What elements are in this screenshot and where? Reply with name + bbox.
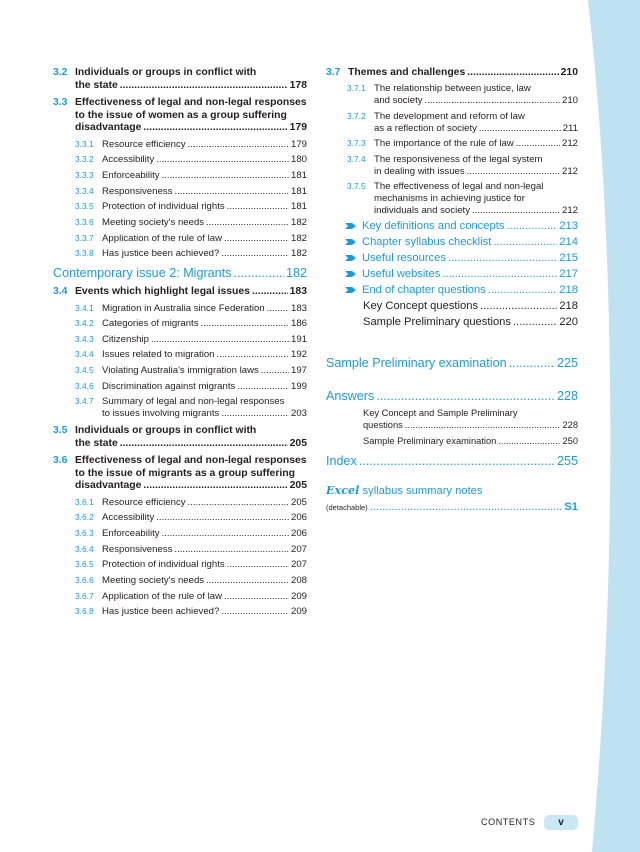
toc-number: 3.7.5 [347, 181, 366, 192]
toc-entry-3-6-8[interactable] [53, 606, 307, 618]
toc-page-number: 213 [559, 219, 578, 232]
toc-title-line: The responsiveness of the legal system [374, 153, 543, 165]
toc-page-number: 212 [561, 165, 578, 177]
toc-title-line: Migration in Australia since Federation [102, 302, 265, 314]
toc-title-line: The importance of the rule of law [374, 138, 514, 150]
toc-entry-sub-12[interactable] [363, 315, 578, 329]
toc-page-number: 205 [290, 496, 307, 508]
toc-title-line: Protection of individual rights [102, 559, 225, 571]
toc-page-number: 183 [290, 302, 307, 314]
toc-title-line: Accessibility [102, 512, 155, 524]
toc-entry-3-6-6[interactable] [53, 575, 307, 587]
toc-left-column [53, 62, 307, 618]
toc-entry-3-4-4[interactable] [53, 349, 307, 361]
toc-number: 3.7.3 [347, 138, 366, 149]
toc-number: 3.4.7 [75, 396, 94, 407]
toc-page-number: 210 [560, 67, 578, 78]
toc-title-line: Enforceability [102, 528, 160, 540]
toc-title-line: End of chapter questions [362, 283, 486, 296]
toc-entry-index[interactable]: Index ..... 255 [326, 453, 578, 469]
toc-number: 3.3.8 [75, 248, 94, 259]
toc-page-number: 206 [290, 512, 307, 524]
toc-entry-3-4-2[interactable] [53, 318, 307, 330]
toc-title-line: Sample Preliminary questions [363, 315, 511, 328]
toc-page-number: 208 [290, 574, 307, 586]
toc-number: 3.5 [53, 424, 68, 436]
toc-entry-syllabus-notes[interactable]: Excel syllabus summary notes (detachable) ..... S1 [326, 483, 578, 515]
toc-number: 3.4.2 [75, 318, 94, 329]
toc-entry-3-6-2[interactable] [53, 512, 307, 524]
toc-title-line: Has justice been achieved? [102, 606, 220, 618]
toc-number: 3.6.4 [75, 543, 94, 554]
toc-title-line: The effectiveness of legal and non-legal [374, 181, 544, 193]
toc-entry-answers-key-concept[interactable]: Key Concept and Sample Preliminary questions ..... 228 [363, 407, 578, 431]
toc-title-line: Effectiveness of legal and non-legal responses [75, 97, 307, 109]
toc-number: 3.3 [53, 97, 68, 109]
toc-entry-3-3-1[interactable] [53, 139, 307, 151]
toc-title-line: Responsiveness [102, 543, 173, 555]
toc-page-number: 211 [562, 122, 578, 134]
toc-page-number: 207 [290, 543, 307, 555]
toc-page-number: 179 [290, 138, 307, 150]
toc-title-line: Meeting society's needs [102, 217, 205, 229]
toc-entry-3-6[interactable] [53, 455, 307, 493]
toc-entry-feat-10[interactable] [348, 283, 578, 297]
toc-title-line: Events which highlight legal issues [75, 286, 250, 298]
toc-page-number: 218 [559, 283, 578, 296]
toc-number: 3.3.6 [75, 217, 94, 228]
toc-page-number: 212 [561, 138, 578, 150]
toc-page-number: 178 [289, 79, 307, 91]
arrow-bullet-icon [345, 270, 357, 278]
toc-title-line: the state [75, 79, 118, 91]
toc-entry-3-6-5[interactable] [53, 559, 307, 571]
toc-title-line: Key definitions and concepts [362, 219, 505, 232]
toc-entry-answers[interactable]: Answers ..... 228 [326, 388, 578, 404]
toc-title-line: Enforceability [102, 170, 160, 182]
toc-entry-3-2[interactable] [53, 67, 307, 92]
toc-entry-feat-9[interactable] [348, 267, 578, 281]
toc-page-number: 218 [559, 299, 578, 312]
toc-number: 3.6 [53, 455, 68, 467]
toc-title-line: Effectiveness of legal and non-legal responses [75, 455, 307, 467]
toc-title-line: mechanisms in achieving justice for [374, 193, 525, 205]
toc-number: 3.3.4 [75, 185, 94, 196]
toc-page-number: 220 [559, 315, 578, 328]
toc-number: 3.3.2 [75, 154, 94, 165]
toc-entry-3-4-7[interactable] [53, 396, 307, 420]
toc-number: 3.4.6 [75, 380, 94, 391]
toc-number: 3.7 [326, 67, 341, 78]
toc-title-line: disadvantage [75, 122, 142, 134]
toc-number: 3.3.3 [75, 170, 94, 181]
toc-title-line: to the issue of migrants as a group suffering [75, 467, 295, 479]
toc-entry-3-7[interactable] [326, 67, 578, 80]
toc-title-line: Has justice been achieved? [102, 248, 220, 260]
toc-page-number: 182 [290, 248, 307, 260]
toc-number: 3.3.5 [75, 201, 94, 212]
toc-title-line: Individuals or groups in conflict with [75, 67, 257, 78]
toc-number: 3.7.1 [347, 83, 366, 94]
toc-title-line: Chapter syllabus checklist [362, 235, 492, 248]
toc-page-number: 181 [290, 185, 307, 197]
toc-page-number: 215 [559, 251, 578, 264]
toc-title-line: Responsiveness [102, 185, 173, 197]
toc-page-number: 209 [290, 590, 307, 602]
toc-page-number: 205 [289, 480, 307, 492]
toc-title-line: The development and reform of law [374, 110, 525, 122]
toc-number: 3.7.4 [347, 153, 366, 164]
toc-page-number: 186 [290, 318, 307, 330]
toc-title-line: to the issue of women as a group suffering [75, 109, 287, 121]
toc-entry-3-4-1[interactable] [53, 303, 307, 315]
toc-entry-3-7-2[interactable] [326, 111, 578, 135]
arrow-bullet-icon [345, 286, 357, 294]
toc-page-number: 212 [561, 204, 578, 216]
toc-entry-feat-7[interactable] [348, 235, 578, 249]
toc-title-line: The relationship between justice, law [374, 83, 531, 95]
toc-number: 3.3.1 [75, 138, 94, 149]
toc-number: 3.4.3 [75, 333, 94, 344]
toc-title-line: Discrimination against migrants [102, 380, 236, 392]
toc-title-line: Resource efficiency [102, 138, 186, 150]
toc-entry-3-3-4[interactable] [53, 186, 307, 198]
toc-entry-sample-exam[interactable]: Sample Preliminary examination ..... 225 [326, 355, 578, 371]
toc-title-line: disadvantage [75, 480, 142, 492]
toc-entry-3-3[interactable] [53, 97, 307, 135]
toc-title-line: Useful websites [362, 267, 441, 280]
toc-number: 3.4.1 [75, 302, 94, 313]
toc-page-number: 209 [290, 606, 307, 618]
toc-entry-3-7-4[interactable] [326, 154, 578, 178]
toc-entry-ci-10[interactable] [53, 265, 307, 281]
toc-entry-feat-8[interactable] [348, 251, 578, 265]
toc-page-number: 179 [289, 122, 307, 134]
toc-number: 3.4.5 [75, 365, 94, 376]
toc-title-line: Issues related to migration [102, 349, 215, 361]
toc-page-number: 206 [290, 528, 307, 540]
toc-entry-3-4-6[interactable] [53, 381, 307, 393]
toc-page-number: 181 [290, 170, 307, 182]
toc-entry-3-7-3[interactable] [326, 138, 578, 150]
toc-title-line: Accessibility [102, 154, 155, 166]
toc-title-line: Meeting society's needs [102, 574, 205, 586]
toc-page-number: 197 [290, 365, 307, 377]
toc-title-line: Contemporary issue 2: Migrants [53, 266, 232, 281]
toc-entry-3-6-7[interactable] [53, 591, 307, 603]
toc-title-line: Citizenship [102, 333, 149, 345]
toc-entry-3-7-5[interactable] [326, 181, 578, 216]
toc-title-line: Useful resources [362, 251, 446, 264]
toc-title-line: individuals and society [374, 204, 470, 216]
toc-title-line: Protection of individual rights [102, 201, 225, 213]
toc-page-number: 181 [290, 201, 307, 213]
toc-entry-3-3-5[interactable] [53, 201, 307, 213]
toc-number: 3.6.7 [75, 590, 94, 601]
footer-contents-label: CONTENTS [481, 817, 536, 827]
toc-page-number: 199 [290, 380, 307, 392]
toc-entry-3-6-1[interactable] [53, 497, 307, 509]
toc-title-line: to issues involving migrants [102, 408, 220, 420]
toc-page-number: 217 [559, 267, 578, 280]
toc-page-number: 210 [561, 95, 578, 107]
toc-number: 3.4.4 [75, 349, 94, 360]
toc-entry-sub-11[interactable] [363, 299, 578, 313]
toc-title-line: Individuals or groups in conflict with [75, 424, 257, 436]
toc-page-number: 205 [289, 437, 307, 449]
toc-number: 3.6.1 [75, 496, 94, 507]
toc-entry-3-3-2[interactable] [53, 154, 307, 166]
toc-page-number: 180 [290, 154, 307, 166]
toc-page-number: 207 [290, 559, 307, 571]
toc-title-line: Resource efficiency [102, 496, 186, 508]
toc-entry-3-3-3[interactable] [53, 170, 307, 182]
toc-entry-3-6-4[interactable] [53, 544, 307, 556]
toc-title-line: and society [374, 95, 423, 107]
arrow-bullet-icon [345, 254, 357, 262]
toc-entry-3-3-7[interactable] [53, 233, 307, 245]
toc-entry-3-3-8[interactable] [53, 248, 307, 260]
toc-number: 3.7.2 [347, 110, 366, 121]
toc-page-number: 183 [289, 286, 307, 298]
toc-number: 3.6.5 [75, 559, 94, 570]
toc-page-number: 191 [290, 333, 307, 345]
toc-title-line: Application of the rule of law [102, 590, 222, 602]
excel-brand-logo: Excel [326, 482, 360, 497]
toc-number: 3.6.2 [75, 512, 94, 523]
toc-entry-3-5[interactable] [53, 425, 307, 450]
footer-page-number: v [544, 815, 578, 830]
toc-number: 3.6.8 [75, 606, 94, 617]
arrow-bullet-icon [345, 238, 357, 246]
toc-title-line: in dealing with issues [374, 165, 465, 177]
toc-title-line: the state [75, 437, 118, 449]
toc-entry-3-4-5[interactable] [53, 365, 307, 377]
toc-page-number: 192 [290, 349, 307, 361]
toc-title-line: Themes and challenges [348, 67, 466, 78]
toc-title-line: Summary of legal and non-legal responses [102, 396, 285, 408]
toc-number: 3.6.3 [75, 528, 94, 539]
toc-entry-3-7-1[interactable] [326, 83, 578, 107]
toc-page-number: 214 [559, 235, 578, 248]
toc-number: 3.2 [53, 67, 68, 78]
toc-entry-3-6-3[interactable] [53, 528, 307, 540]
toc-number: 3.3.7 [75, 232, 94, 243]
toc-page-number: 182 [290, 217, 307, 229]
toc-entry-3-4[interactable] [53, 286, 307, 299]
toc-entry-3-4-3[interactable] [53, 334, 307, 346]
toc-page-number: 203 [290, 408, 307, 420]
toc-title-line: Application of the rule of law [102, 232, 222, 244]
toc-number: 3.6.6 [75, 574, 94, 585]
toc-title-line: as a reflection of society [374, 122, 477, 134]
toc-right-column [326, 62, 578, 515]
toc-entry-feat-6[interactable] [348, 219, 578, 233]
toc-entry-answers-sample-exam[interactable]: Sample Preliminary examination ..... 250 [363, 435, 578, 447]
toc-title-line: Key Concept questions [363, 299, 479, 312]
toc-page-number: 182 [285, 266, 307, 281]
toc-number: 3.4 [53, 286, 68, 298]
toc-page-number: 182 [290, 232, 307, 244]
toc-entry-3-3-6[interactable] [53, 217, 307, 229]
toc-title-line: Violating Australia's immigration laws [102, 365, 259, 377]
toc-title-line: Categories of migrants [102, 318, 199, 330]
arrow-bullet-icon [345, 222, 357, 230]
